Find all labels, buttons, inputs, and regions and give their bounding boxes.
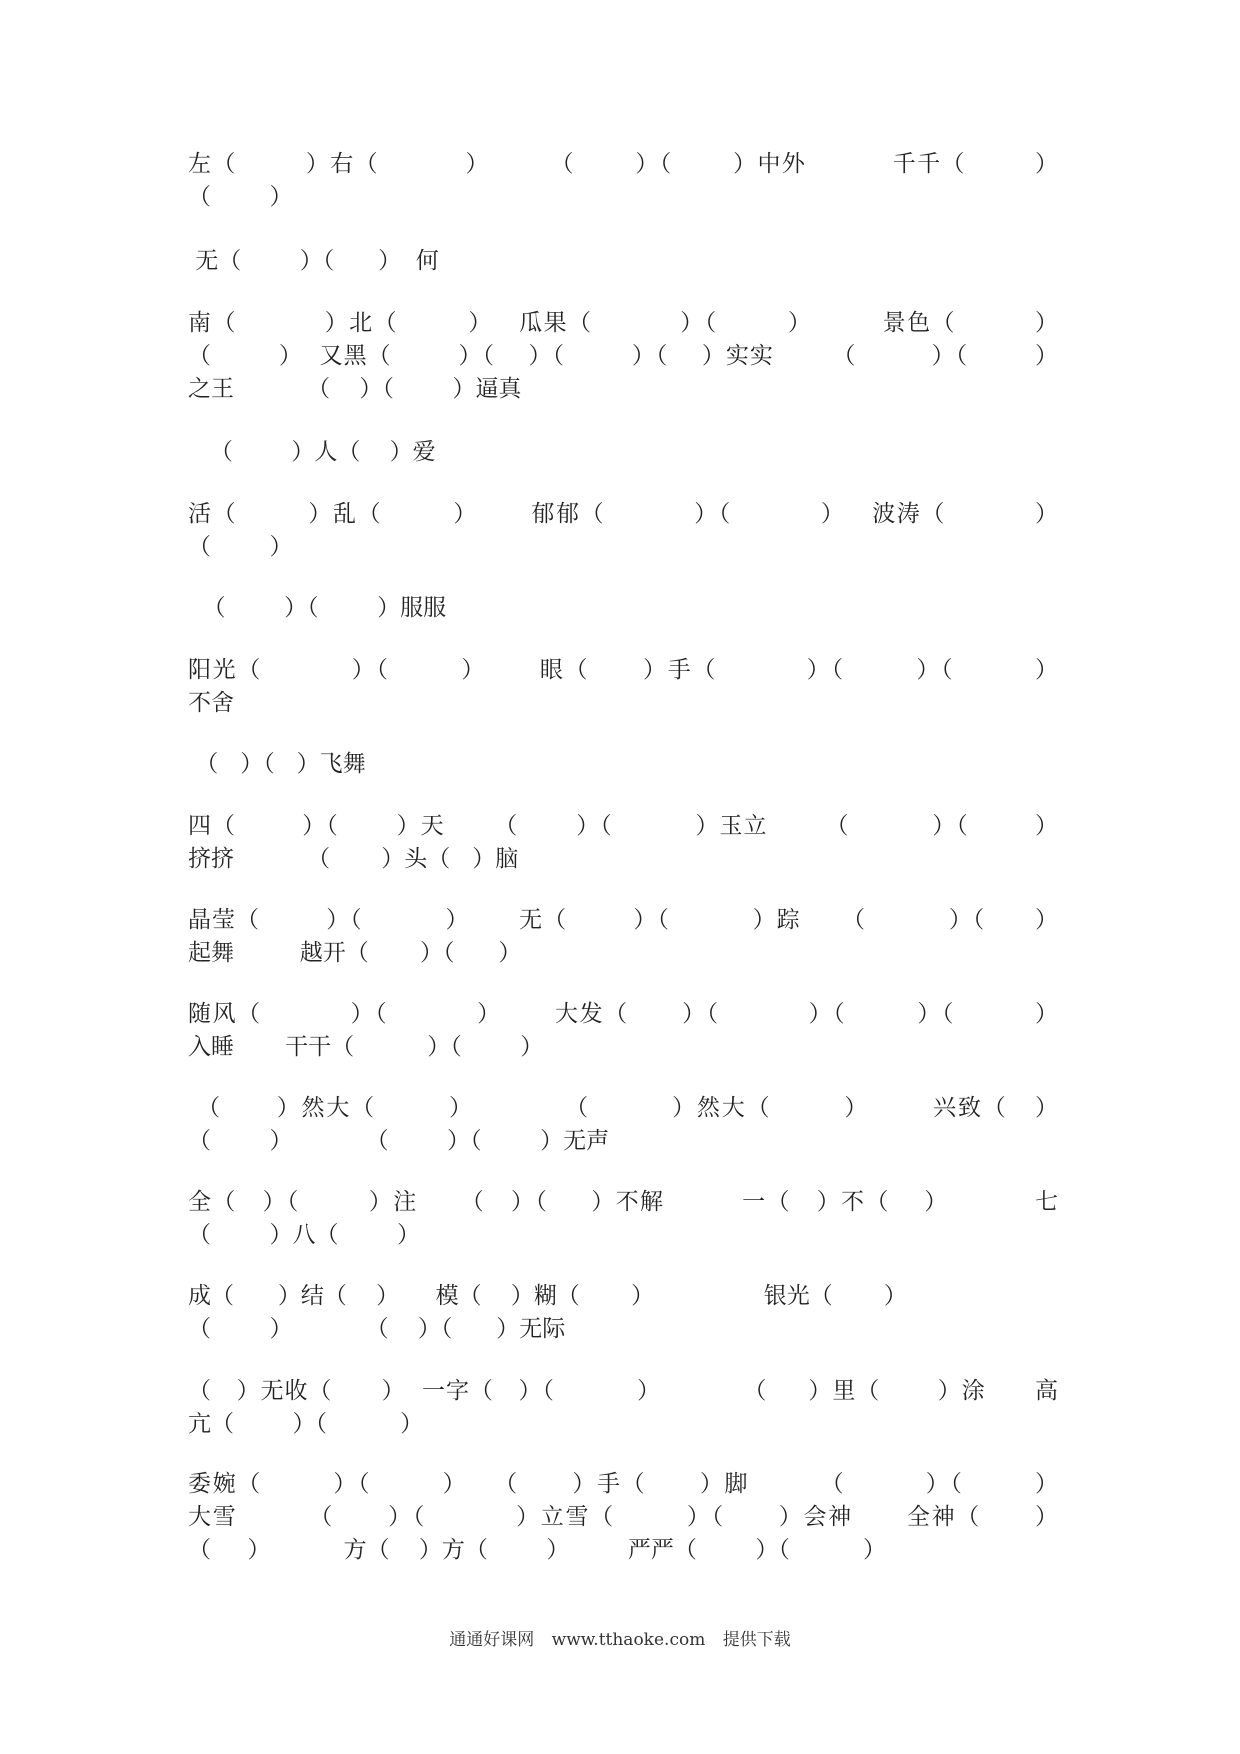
exercise-line: 随风（ ）（ ） 大发（ ）（ ）（ ）（ ）: [188, 1001, 1058, 1027]
exercise-line: 挤挤 （ ）头（ ）脑: [188, 846, 519, 872]
page-footer: [0, 1628, 1240, 1652]
exercise-line: 入睡 干干（ ）（ ）: [188, 1034, 544, 1060]
exercise-line: （ ）: [188, 534, 293, 560]
exercise-line: 南（ ）北（ ） 瓜果（ ）（ ） 景色（ ）: [188, 310, 1058, 336]
exercise-line: （ ）（ ）飞舞: [188, 751, 366, 777]
exercise-line: 之王 （ ）（ ）逼真: [188, 376, 522, 402]
exercise-line: （ ） 又黑（ ）（ ）（ ）（ ）实实 （ ）（ ）: [188, 343, 1058, 369]
exercise-line: 晶莹（ ）（ ） 无（ ）（ ）踪 （ ）（ ）: [188, 907, 1058, 933]
exercise-line: 起舞 越开（ ）（ ）: [188, 940, 522, 966]
exercise-line: 无（ ）（ ） 何: [188, 248, 439, 274]
exercise-line: （ ）八（ ）: [188, 1222, 420, 1248]
exercise-line: （ ） （ ）（ ）无际: [188, 1316, 566, 1342]
exercise-line: （ ）然大（ ） （ ）然大（ ） 兴致（ ）: [188, 1095, 1058, 1121]
exercise-line: 不舍: [188, 690, 234, 716]
footer-url: www.tthaoke.com: [551, 1630, 706, 1650]
exercise-line: 成（ ）结（ ） 模（ ）糊（ ） 银光（ ）: [188, 1283, 907, 1309]
exercise-line: 活（ ）乱（ ） 郁郁（ ）（ ） 波涛（ ）: [188, 501, 1058, 527]
exercise-line: （ ）: [188, 184, 293, 210]
exercise-line: 四（ ）（ ）天 （ ）（ ）玉立 （ ）（ ）: [188, 813, 1058, 839]
footer-suffix: 提供下载: [722, 1630, 791, 1650]
exercise-line: （ ）（ ）服服: [188, 595, 447, 621]
footer-site-name: 通通好课网: [449, 1630, 535, 1650]
exercise-line: （ ）人（ ）爱: [188, 439, 436, 465]
exercise-line: （ ）无收（ ） 一字（ ）（ ） （ ）里（ ）涂 高: [188, 1378, 1058, 1404]
exercise-line: 左（ ）右（ ） （ ）（ ）中外 千千（ ）: [188, 151, 1058, 177]
exercise-line: 大雪 （ ）（ ）立雪（ ）（ ）会神 全神（ ）: [188, 1504, 1058, 1530]
exercise-line: 委婉（ ）（ ） （ ）手（ ）脚 （ ）（ ）: [188, 1471, 1058, 1497]
exercise-line: 亢（ ）（ ）: [188, 1411, 424, 1437]
exercise-line: （ ） （ ）（ ）无声: [188, 1128, 610, 1154]
exercise-line: 阳光（ ）（ ） 眼（ ）手（ ）（ ）（ ）: [188, 657, 1058, 683]
exercise-line: 全（ ）（ ）注 （ ）（ ）不解 一（ ）不（ ） 七: [188, 1189, 1058, 1215]
exercise-line: （ ） 方（ ）方（ ） 严严（ ）（ ）: [188, 1537, 886, 1563]
